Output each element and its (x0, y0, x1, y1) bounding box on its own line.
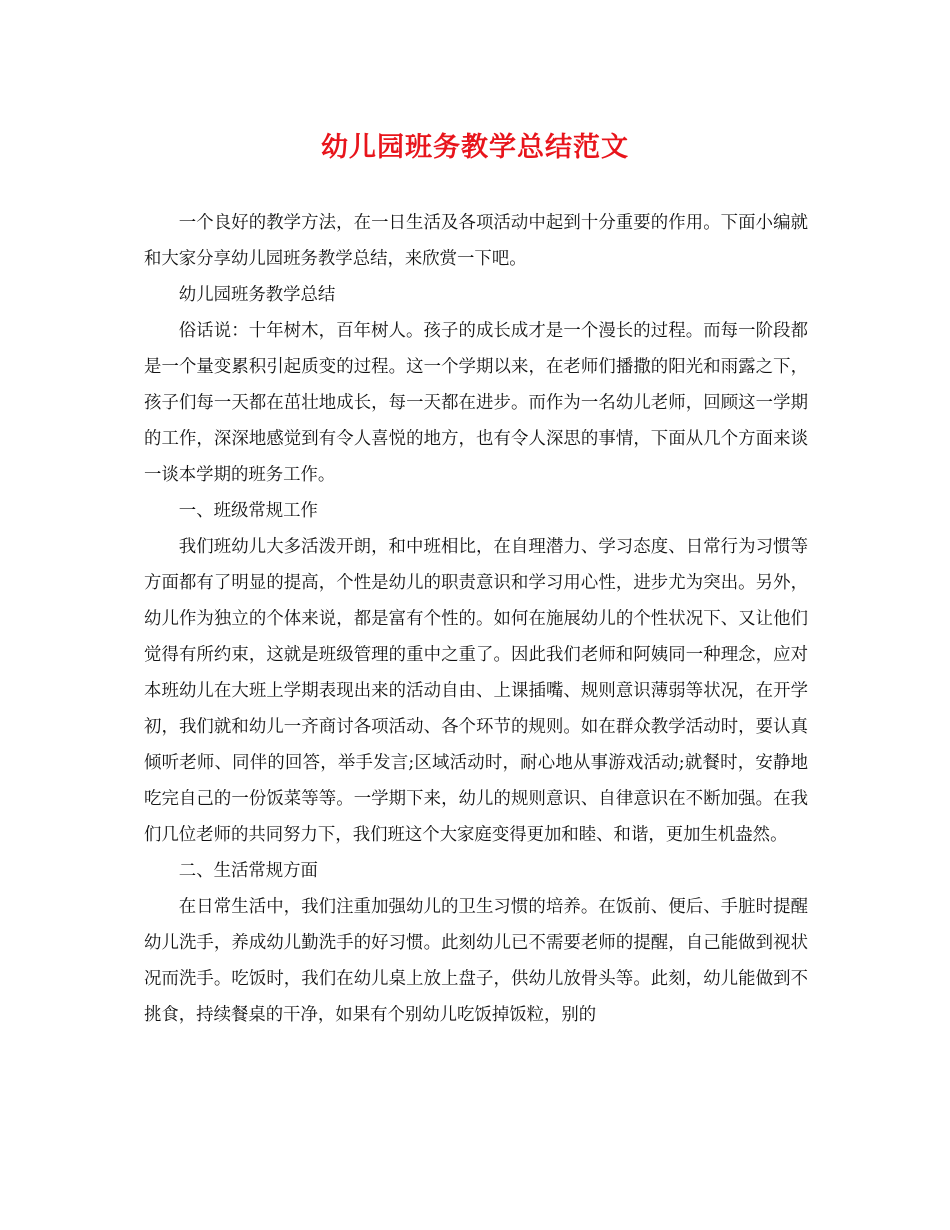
section-heading-class-routine: 一、班级常规工作 (178, 501, 318, 521)
document-title: 幼儿园班务教学总结范文 (321, 132, 629, 163)
body-paragraph: 在日常生活中，我们注重加强幼儿的卫生习惯的培养。在饭前、便后、手脏时提醒幼儿洗手，养成幼儿勤洗手的好习惯。此刻幼儿已不需要老师的提醒，自己能做到视状况而洗手。吃饭时，我们在幼儿桌上放上盘子，供幼儿放骨头等。此刻，幼儿能做到不挑食，持续餐桌的干净，如果有个别幼儿吃饭掉饭粒，别的 (144, 897, 808, 1025)
body-paragraph: 俗话说：十年树木，百年树人。孩子的成长成才是一个漫长的过程。而每一阶段都是一个量变累积引起质变的过程。这一个学期以来，在老师们播撒的阳光和雨露之下，孩子们每一天都在茁壮地成长，每一天都在进步。而作为一名幼儿老师，回顾这一学期的工作，深深地感觉到有令人喜悦的地方，也有令人深思的事情，下面从几个方面来谈一谈本学期的班务工作。 (144, 321, 808, 485)
document-body (144, 205, 808, 1033)
section-heading-life-routine: 二、生活常规方面 (178, 861, 318, 881)
subtitle-paragraph: 幼儿园班务教学总结 (178, 285, 336, 305)
body-paragraph: 我们班幼儿大多活泼开朗，和中班相比，在自理潜力、学习态度、日常行为习惯等方面都有了明显的提高，个性是幼儿的职责意识和学习用心性，进步尤为突出。另外，幼儿作为独立的个体来说，都是富有个性的。如何在施展幼儿的个性状况下、又让他们觉得有所约束，这就是班级管理的重中之重了。因此我们老师和阿姨同一种理念，应对本班幼儿在大班上学期表现出来的活动自由、上课插嘴、规则意识薄弱等状况，在开学初，我们就和幼儿一齐商讨各项活动、各个环节的规则。如在群众教学活动时，要认真倾听老师、同伴的回答，举手发言;区域活动时，耐心地从事游戏活动;就餐时，安静地吃完自己的一份饭菜等等。一学期下来，幼儿的规则意识、自律意识在不断加强。在我们几位老师的共同努力下，我们班这个大家庭变得更加和睦、和谐，更加生机盎然。 (144, 537, 808, 845)
intro-paragraph: 一个良好的教学方法，在一日生活及各项活动中起到十分重要的作用。下面小编就和大家分享幼儿园班务教学总结，来欣赏一下吧。 (144, 213, 808, 269)
